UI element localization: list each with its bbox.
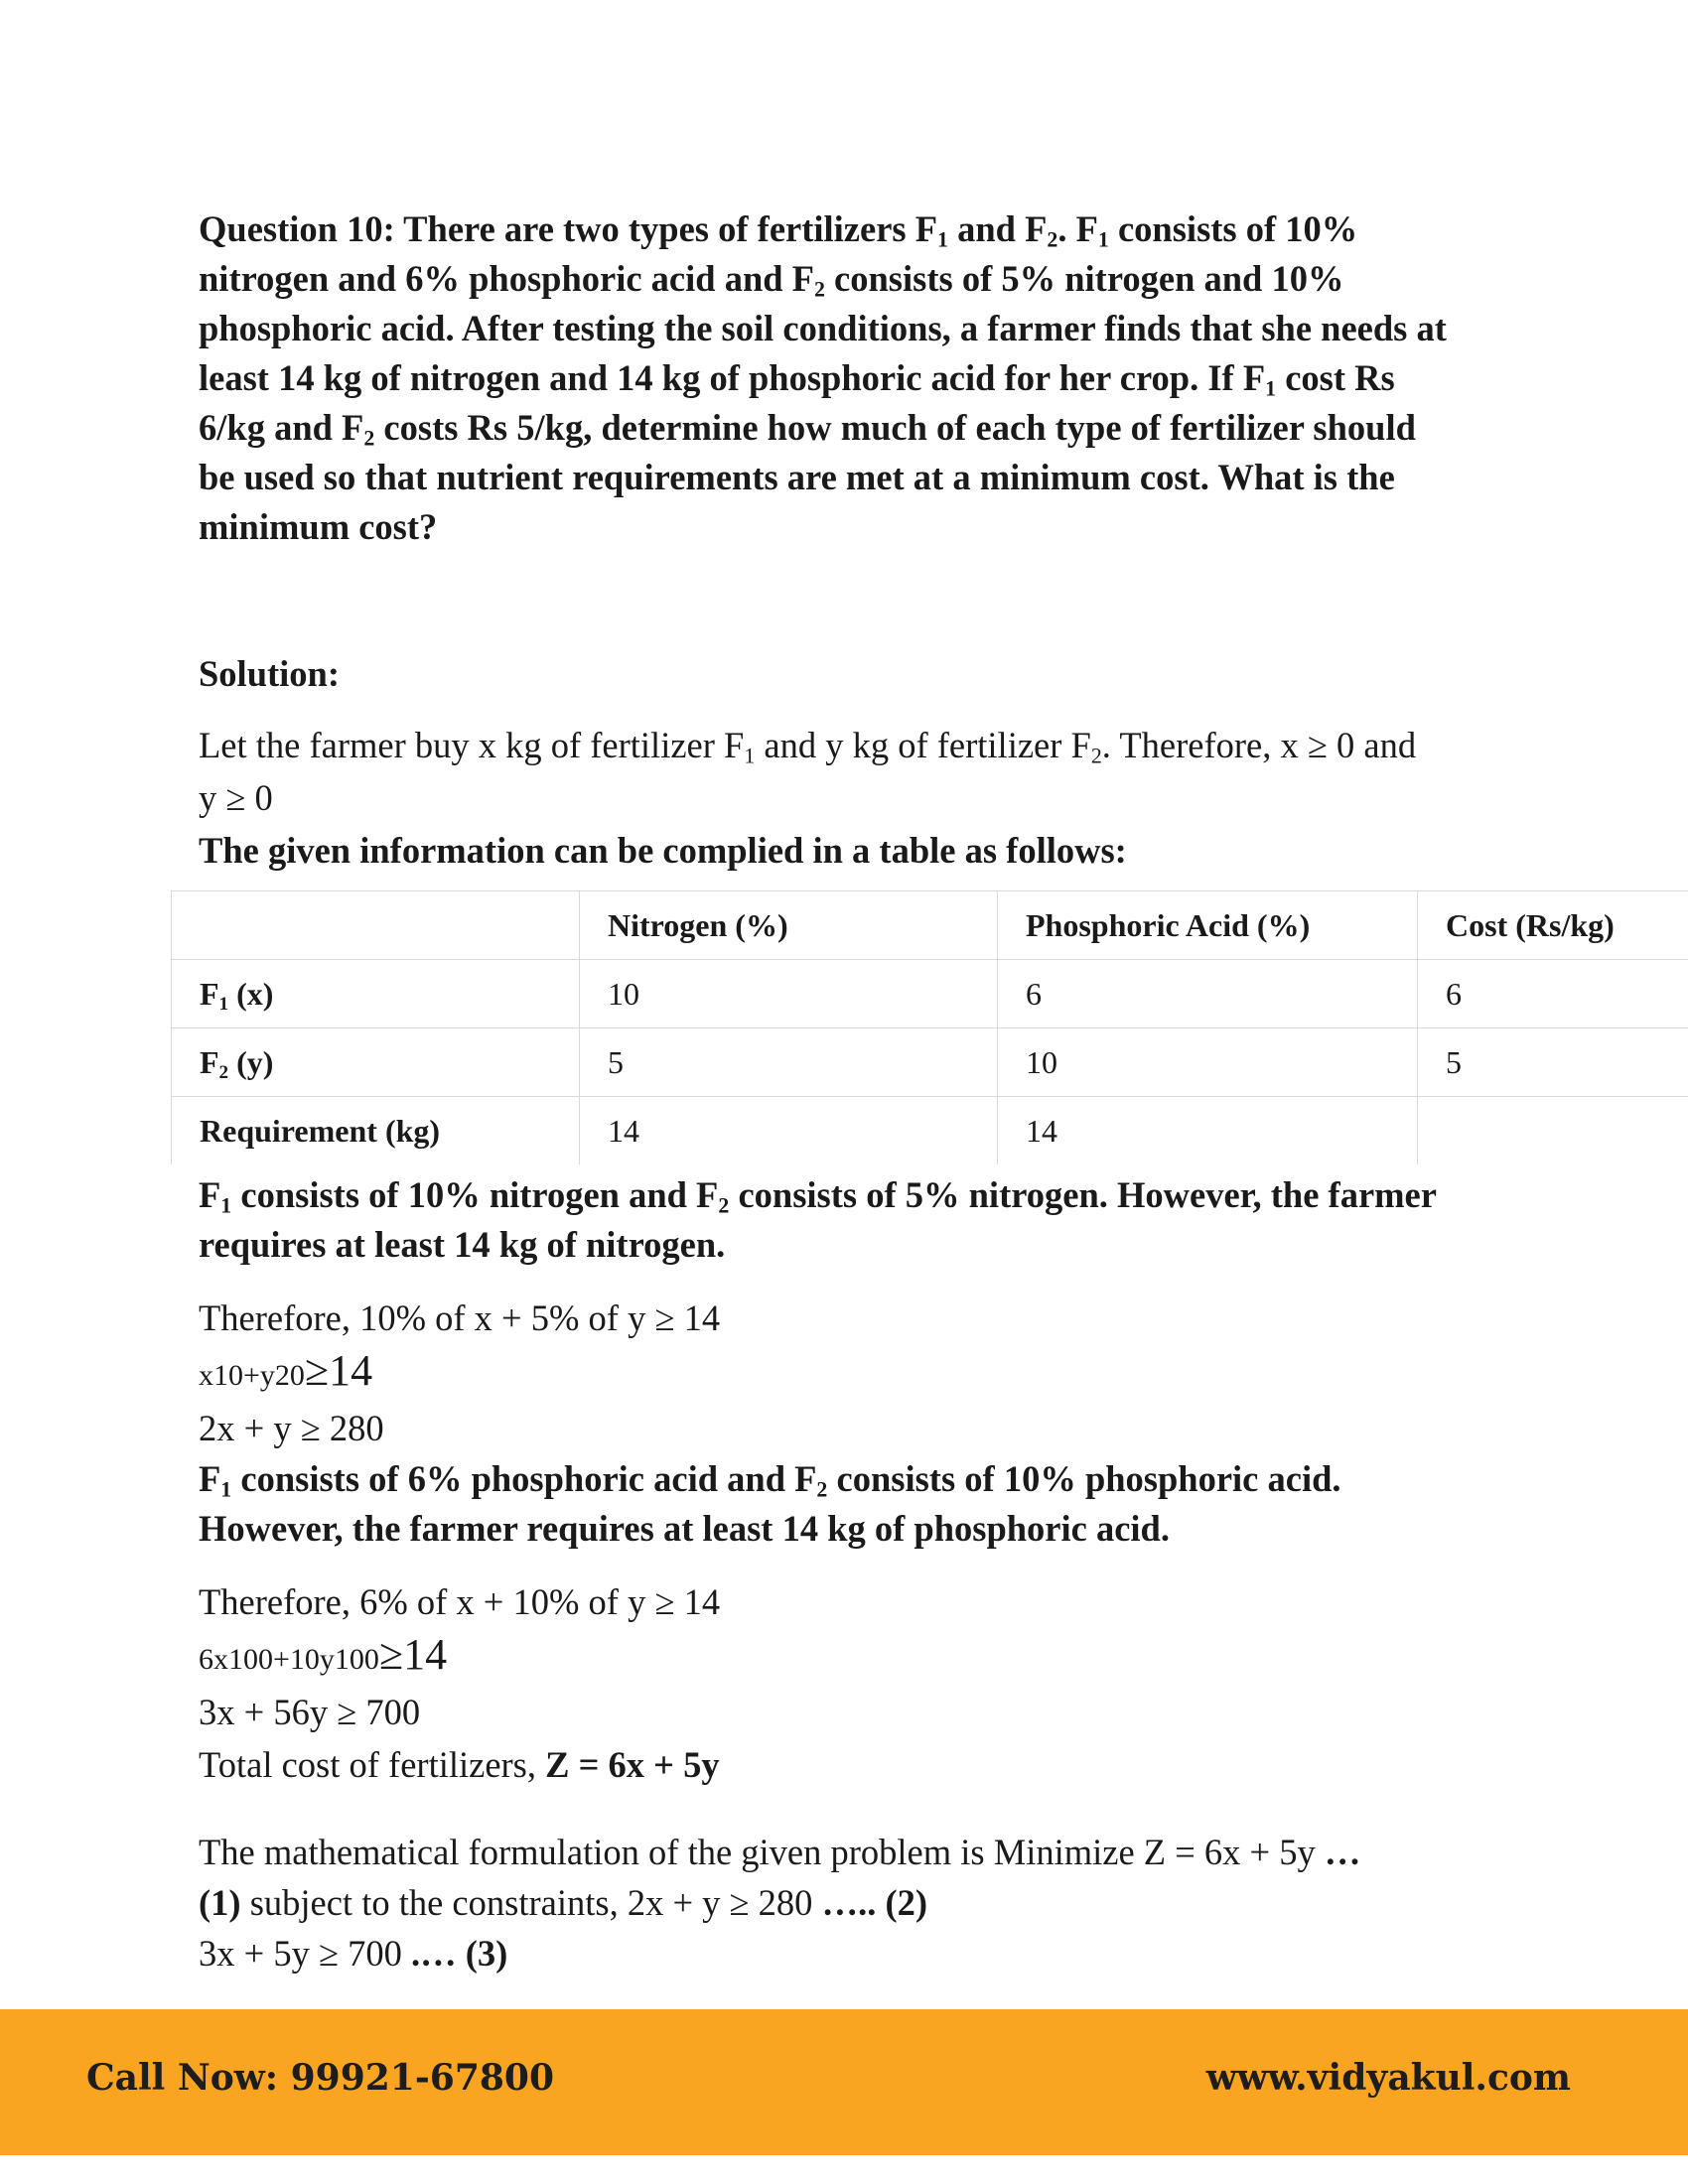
table-intro: The given information can be complied in a table as follows: bbox=[199, 830, 1127, 871]
table-cell bbox=[1418, 1097, 1688, 1165]
question-line: 6/kg and $F_2$ costs Rs 5/kg, determine how much of each type of fertilizer should bbox=[199, 407, 1416, 451]
table-header-cell bbox=[172, 891, 580, 960]
table-cell: 5 bbox=[1418, 1028, 1688, 1097]
footer-banner bbox=[0, 2009, 1688, 2155]
question-line: least 14 kg of nitrogen and 14 kg of phosphoric acid for her crop. If $F_1$ cost Rs bbox=[199, 357, 1395, 401]
question-line: minimum cost? bbox=[199, 506, 438, 547]
table-header-cell: Phosphoric Acid (%) bbox=[998, 891, 1418, 960]
table-cell: 14 bbox=[998, 1097, 1418, 1165]
table-row-label: Requirement (kg) bbox=[172, 1097, 580, 1165]
phosphoric-fraction-inequality: 6x100+10y100≥14 bbox=[199, 1630, 448, 1679]
table-row-label: $F_1$ (x) bbox=[172, 960, 580, 1028]
table-header-cell: Cost (Rs/kg) bbox=[1418, 891, 1688, 960]
total-cost-line: Total cost of fertilizers, Z = 6x + 5y bbox=[199, 1744, 720, 1785]
table-header-row bbox=[172, 891, 1688, 960]
table-cell: 6 bbox=[998, 960, 1418, 1028]
phosphoric-equations: Therefore, 6% of x + 10% of y ≥ 14 6x100+10y100≥14 3x + 56y ≥ 700 Total cost of fertilizers, Z = 6x + 5y bbox=[199, 1581, 721, 1785]
fertilizer-info-table bbox=[171, 890, 1688, 1164]
nitrogen-fraction-inequality: x10+y20≥14 bbox=[199, 1346, 373, 1395]
solution-heading: Solution: bbox=[199, 653, 340, 694]
table-cell: 10 bbox=[998, 1028, 1418, 1097]
table-row bbox=[172, 1097, 1688, 1165]
nitrogen-note: $F_1$ consists of 10% nitrogen and $F_2$ consists of 5% nitrogen. However, the farmer requires at least 14 kg of nitrogen. bbox=[199, 1174, 1437, 1265]
nitrogen-equations: Therefore, 10% of x + 5% of y ≥ 14 x10+y20≥14 2x + y ≥ 280 bbox=[199, 1297, 721, 1448]
table-row bbox=[172, 960, 1688, 1028]
question-line: nitrogen and 6% phosphoric acid and $F_2$ consists of 5% nitrogen and 10% bbox=[199, 258, 1344, 302]
solution-let-statement: Let the farmer buy x kg of fertilizer $F_1$ and y kg of fertilizer $F_2$. Therefore, x ≥ 0 and y ≥ 0 bbox=[199, 725, 1417, 818]
problem-formulation: The mathematical formulation of the given problem is Minimize Z = 6x + 5y … (1) subject to the constraints, 2x + y ≥ 280 ….. (2) 3x + 5y ≥ 700 .… (3) bbox=[199, 1832, 1361, 1974]
call-now-phone-link[interactable]: Call Now: 99921-67800 bbox=[86, 2057, 555, 2099]
question-line: Question 10: There are two types of fertilizers $F_1$ and $F_2$. $F_1$ consists of 10% bbox=[199, 208, 1358, 252]
table-cell: 14 bbox=[580, 1097, 998, 1165]
website-link[interactable]: www.vidyakul.com bbox=[1205, 2057, 1571, 2099]
table-cell: 5 bbox=[580, 1028, 998, 1097]
question-line: be used so that nutrient requirements are met at a minimum cost. What is the bbox=[199, 457, 1395, 497]
table-row bbox=[172, 1028, 1688, 1097]
question-line: phosphoric acid. After testing the soil conditions, a farmer finds that she needs at bbox=[199, 308, 1447, 348]
table-row-label: $F_2$ (y) bbox=[172, 1028, 580, 1097]
phosphoric-note: $F_1$ consists of 6% phosphoric acid and $F_2$ consists of 10% phosphoric acid. However, the farmer requires at least 14 kg of phosphoric acid. bbox=[199, 1458, 1341, 1549]
table-cell: 10 bbox=[580, 960, 998, 1028]
table-header-cell: Nitrogen (%) bbox=[580, 891, 998, 960]
question-text bbox=[199, 205, 1489, 552]
page-content bbox=[199, 205, 1615, 1979]
table-cell: 6 bbox=[1418, 960, 1688, 1028]
